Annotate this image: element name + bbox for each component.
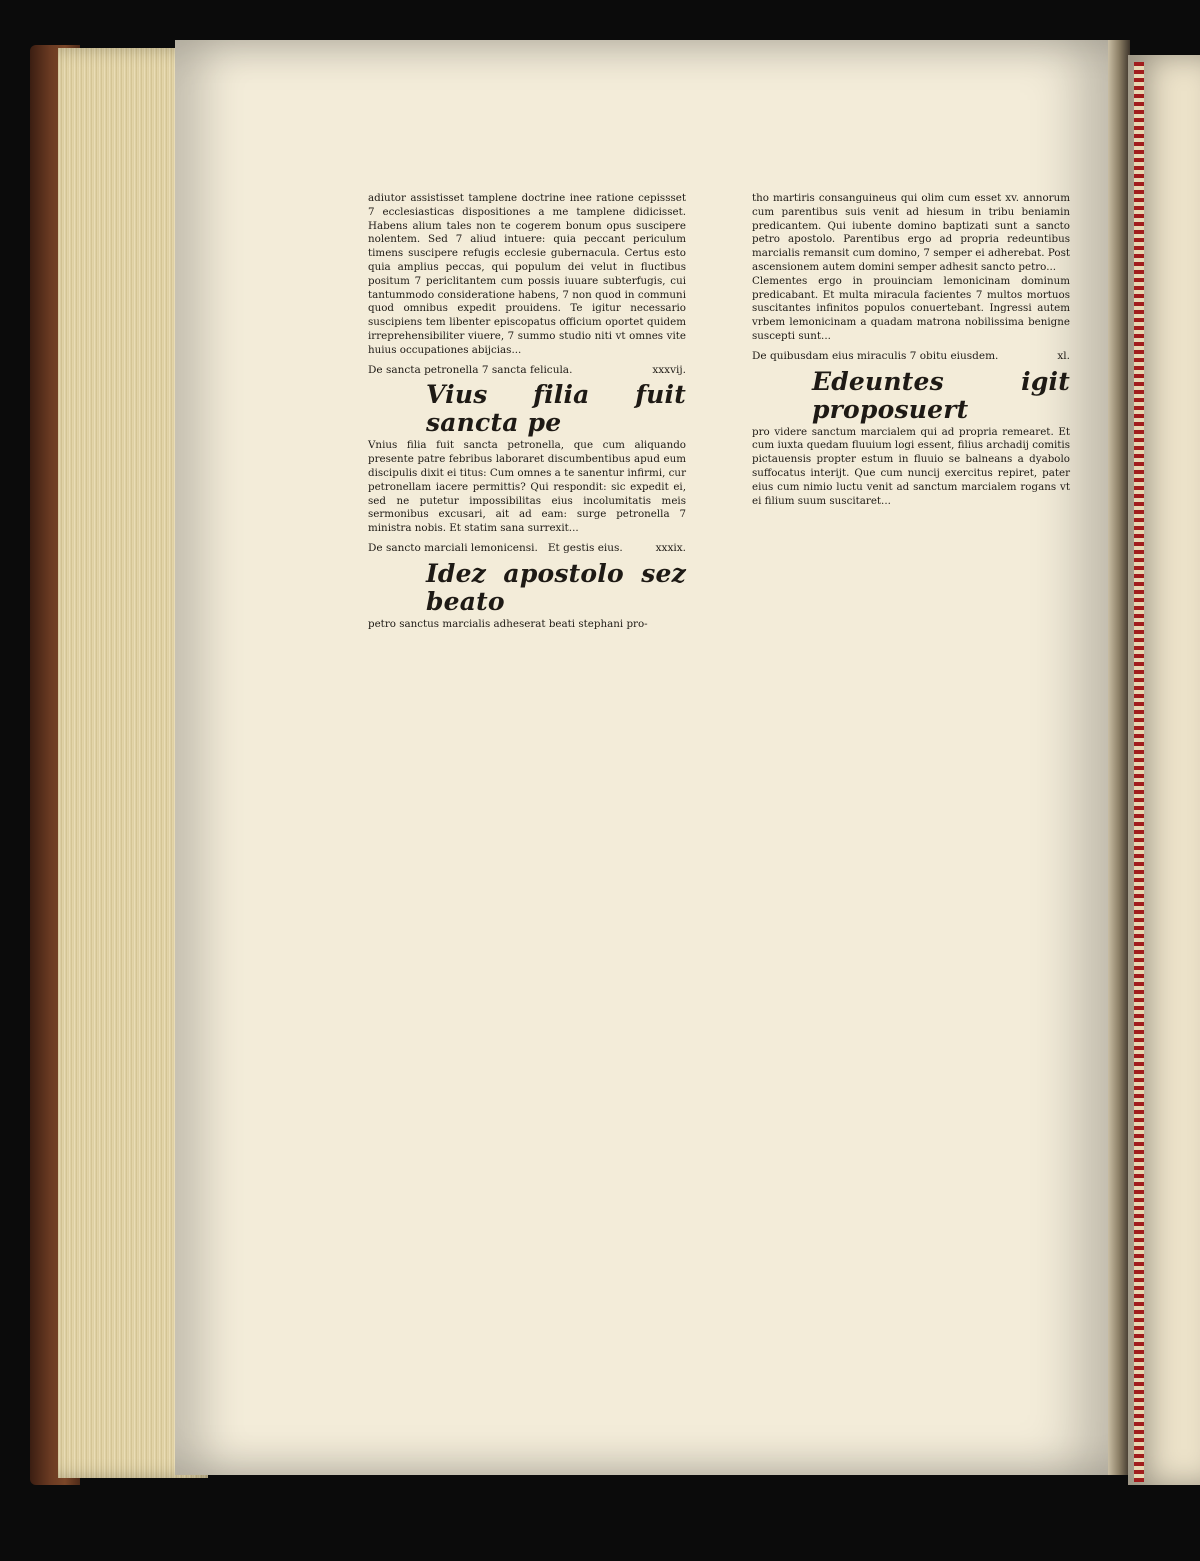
body-paragraph: petro sanctus marcialis adheserat beati stephani pro-: [368, 617, 648, 630]
book-gutter: [1108, 40, 1130, 1475]
chapter-number: xxxvij.: [652, 363, 686, 376]
text-column-right: [752, 192, 1070, 508]
caption-text: De sancto marciali lemonicensi.: [368, 541, 538, 554]
section-heading: Idez apostolo sez beato: [426, 558, 686, 616]
caption-text: De quibusdam eius miraculis 7 obitu eiusdem.: [752, 349, 999, 362]
section-caption: [752, 350, 1070, 364]
body-paragraph: Vnius filia fuit sancta petronella, que cum aliquando presente patre febribus laboraret discumbentibus apud eum discipulis dixit ei titus: Cum omnes a te sanentur infirmi, cur petronellam iacere permittis? Qui respondit: sic expedit ei, sed ne putetur impossibilitas eius incolumitatis meis sermonibus excusari, ait ad eam: surge petronella 7 ministra nobis. Et statim sana surrexit...: [368, 439, 686, 535]
body-paragraph: adiutor assistisset tamplene doctrine inee ratione cepissset 7 ecclesiasticas dispositiones a me tamplene didicisset. Habens alium tales non te cogerem bonum opus suscipere nolentem. Sed 7 aliud intuere: quia peccant periculum timens suscipere refugis ecclesie gubernacula. Certus esto quia amplius peccas, qui populum dei velut in fluctibus positum 7 periclitantem cum possis iuuare subterfugis, cui tantummodo consideratione habens, 7 non quod in communi quod omnibus expedit prouidens. Te igitur necessario suscipiens tem libenter episcopatus officium oportet quidem irreprehensibiliter viuere, 7 summo studio niti vt omnes vite huius occupationes abijcias...: [368, 192, 686, 356]
section-caption: [368, 542, 686, 556]
bookmark-ribbon: [1134, 62, 1144, 1482]
section-heading: Edeuntes igit proposuert: [812, 366, 1070, 424]
chapter-number: xxxix.: [655, 541, 686, 554]
caption-text: De sancta petronella 7 sancta felicula.: [368, 363, 573, 376]
text-column-left: [368, 192, 686, 632]
chapter-number: xl.: [1057, 349, 1070, 362]
section-caption: [368, 364, 686, 378]
section-heading: Vius filia fuit sancta pe: [426, 380, 686, 438]
body-paragraph: Clementes ergo in prouinciam lemonicinam dominum predicabant. Et multa miracula facientes 7 multos mortuos suscitantes infinitos populos conuertebant. Ingressi autem vrbem lemonicinam a quadam matrona nobilissima benigne suscepti sunt...: [752, 274, 1070, 342]
caption-extra: Et gestis eius.: [547, 541, 623, 554]
body-paragraph: tho martiris consanguineus qui olim cum esset xv. annorum cum parentibus suis venit ad hiesum in tribu beniamin predicantem. Qui iubente domino baptizati sunt a sancto petro apostolo. Parentibus ergo ad propria redeuntibus marcialis remansit cum domino, 7 semper ei adherebat. Post ascensionem autem domini semper adhesit sancto petro...: [752, 192, 1070, 273]
body-paragraph: pro videre sanctum marcialem qui ad propria remearet. Et cum iuxta quedam fluuium logi essent, filius archadij comitis pictauensis propter estum in fluuio se balneans a dyabolo suffocatus interijt. Que cum nuncij exercitus repiret, pater eius cum nimio luctu venit ad sanctum marcialem rogans vt ei filium suum suscitaret...: [752, 425, 1070, 507]
